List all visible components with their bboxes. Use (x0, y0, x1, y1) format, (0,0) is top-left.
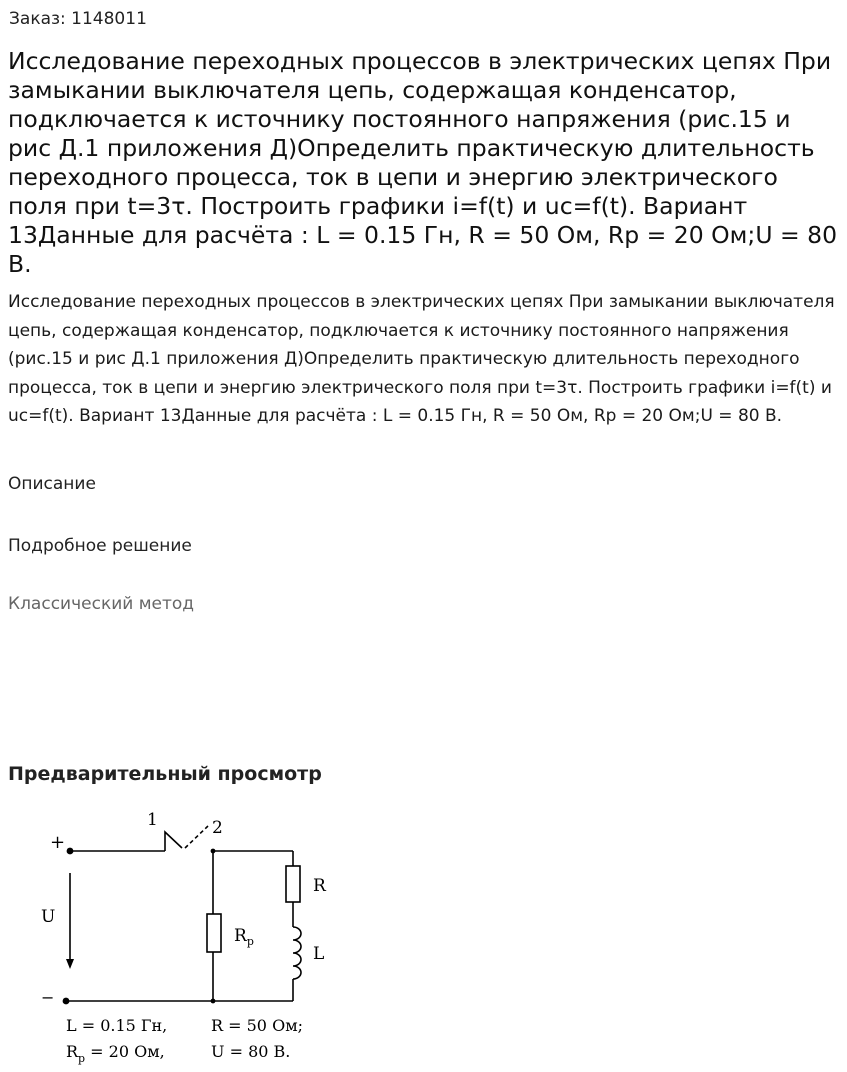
detailed-solution-label: Подробное решение (8, 536, 192, 556)
preview-heading: Предварительный просмотр (8, 763, 322, 785)
circuit-diagram (0, 795, 420, 1072)
value-rp: $R_p = 20$ Ом, (66, 1042, 165, 1065)
node-bottom (211, 999, 216, 1004)
page-title: Исследование переходных процессов в электрических цепях При замыкании выключателя цепь, содержащая конденсатор, подключается к источнику постоянного напряжения (рис.15 и рис Д.1 приложения Д)Определить практическую длительность переходного процесса, ток в цепи и энергию электрического поля при t=3τ. Построить графики i=f(t) и uc=f(t). Вариант 13Данные для расчёта : L = 0.15 Гн, R = 50 Ом, Rp = 20 Ом;U = 80 В. (8, 47, 838, 278)
order-number: Заказ: 1148011 (9, 9, 147, 29)
resistor-rp (207, 914, 221, 952)
inductor-l (293, 927, 301, 979)
source-label: U (41, 907, 56, 927)
description-text: Исследование переходных процессов в электрических цепях При замыкании выключателя цепь, содержащая конденсатор, подключается к источнику постоянного напряжения (рис.15 и рис Д.1 приложения Д)Определить практическую длительность переходного процесса, ток в цепи и энергию электрического поля при t=3τ. Построить графики i=f(t) и uc=f(t). Вариант 13Данные для расчёта : L = 0.15 Гн, R = 50 Ом, Rp = 20 Ом;U = 80 В. (8, 292, 835, 426)
resistor-rp-label: $R_p$ (234, 926, 254, 948)
classic-method-label: Классический метод (8, 594, 195, 614)
inductor-l-label: L (313, 944, 325, 964)
switch-pos2-label: 2 (212, 818, 223, 838)
description-label: Описание (8, 474, 96, 494)
plus-label: + (50, 832, 66, 853)
switch-lever (165, 832, 182, 851)
value-l: L = 0.15 Гн, (66, 1016, 168, 1035)
value-u: U = 80 В. (211, 1042, 291, 1061)
terminal-minus (63, 998, 70, 1005)
minus-label: − (41, 988, 55, 1007)
node-top (211, 849, 216, 854)
switch-pos1-label: 1 (147, 810, 158, 830)
value-r: R = 50 Ом; (211, 1016, 304, 1035)
switch-dashed (185, 826, 208, 848)
terminal-plus (67, 848, 74, 855)
resistor-r (286, 866, 300, 902)
resistor-r-label: R (313, 876, 326, 896)
